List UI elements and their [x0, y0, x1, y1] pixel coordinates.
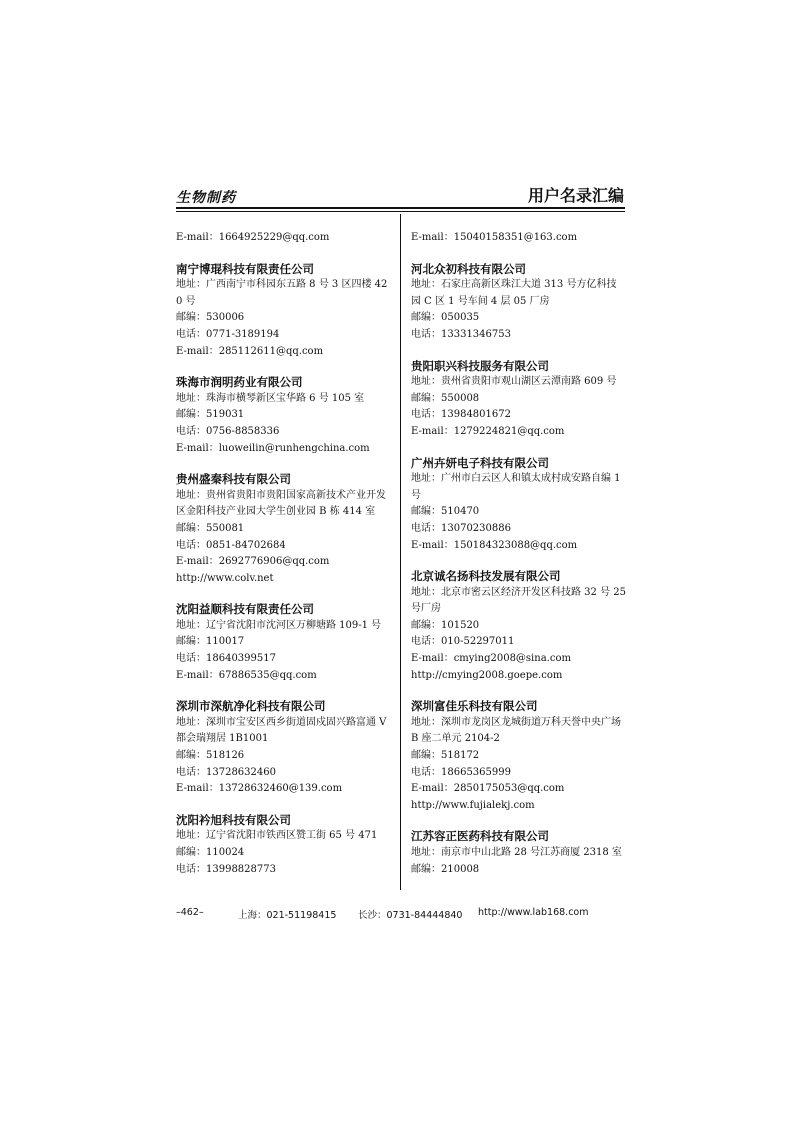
entry-detail-line: 邮编：518172 — [411, 750, 480, 762]
entry-detail-line: 邮编：110024 — [176, 847, 245, 858]
column-divider — [400, 214, 401, 890]
directory-entry — [411, 261, 626, 344]
entry-detail-line[interactable]: http://www.fujialekj.com — [411, 799, 535, 811]
entry-detail-line[interactable]: E-mail：cmying2008@sina.com — [411, 653, 571, 665]
directory-entry — [411, 455, 626, 555]
company-name: 珠海市润明药业有限公司 — [176, 375, 303, 390]
header-rule-thin — [176, 211, 625, 212]
entry-detail-line: 邮编：530006 — [176, 312, 245, 324]
directory-entry — [176, 812, 388, 878]
left-column — [176, 230, 388, 878]
entry-detail-line[interactable]: E-mail：150184323088@qq.com — [411, 539, 578, 551]
leading-email: E-mail：1664925229@qq.com — [176, 232, 330, 243]
directory-entry — [411, 358, 626, 441]
entry-detail-line: 电话：0851-84702684 — [176, 539, 286, 551]
entry-detail-line: 地址：南京市中山北路 28 号江苏商厦 2318 室 — [411, 847, 622, 858]
entry-detail-line: 地址：贵州省贵阳市观山湖区云潭南路 609 号 — [411, 376, 617, 388]
company-name: 广州卉妍电子科技有限公司 — [411, 455, 549, 470]
company-name: 南宁博琨科技有限责任公司 — [176, 261, 314, 276]
entry-detail-line: 电话：13070230886 — [411, 522, 511, 534]
entry-detail-line: 邮编：550081 — [176, 522, 245, 534]
entry-detail-line: 电话：0756-8858336 — [176, 425, 280, 437]
entry-detail-line: 电话：18640399517 — [176, 653, 276, 665]
entry-detail-line: 地址：广西南宁市科园东五路 8 号 3 区四楼 420 号 — [176, 279, 388, 307]
entry-detail-line: 电话：0771-3189194 — [176, 328, 280, 340]
entry-detail-line: 邮编：110017 — [176, 636, 245, 648]
directory-entry — [411, 568, 626, 684]
company-name: 深圳富佳乐科技有限公司 — [411, 699, 538, 714]
entry-detail-line: 地址：石家庄高新区珠江大道 313 号方亿科技园 C 区 1 号车间 4 层 05 厂房 — [411, 279, 617, 307]
directory-entry — [176, 471, 388, 587]
company-name: 贵州盛秦科技有限公司 — [176, 472, 291, 487]
company-name: 深圳市深航净化科技有限公司 — [176, 699, 326, 714]
entry-detail-line: 邮编：050035 — [411, 312, 480, 324]
entry-detail-line[interactable]: E-mail：1279224821@qq.com — [411, 425, 565, 437]
entry-detail-line: 地址：深圳市宝安区西乡街道固戍固兴路富通 V 都会瑞翔居 1B1001 — [176, 716, 387, 745]
shanghai-phone: 上海：021-51198415 — [238, 910, 337, 921]
entry-detail-line: 电话：13984801672 — [411, 409, 511, 421]
entry-detail-line: 电话：13998828773 — [176, 863, 276, 875]
leading-email: E-mail：15040158351@163.com — [411, 232, 578, 243]
directory-entry — [176, 374, 388, 457]
section-title: 生物制药 — [176, 190, 236, 206]
entry-detail-line: 地址：北京市密云区经济开发区科技路 32 号 25 号厂房 — [411, 586, 626, 615]
entry-detail-line[interactable]: E-mail：285112611@qq.com — [176, 345, 324, 357]
page-number: –462– — [176, 907, 204, 918]
changsha-phone: 长沙：0731-84444840 — [358, 910, 463, 921]
entry-detail-line[interactable]: E-mail：2850175053@qq.com — [411, 783, 565, 795]
company-name: 贵阳职兴科技服务有限公司 — [411, 358, 549, 373]
company-name: 沈阳衿旭科技有限公司 — [176, 812, 291, 827]
company-name: 北京诚名扬科技发展有限公司 — [411, 569, 561, 584]
entry-detail-line: 地址：辽宁省沈阳市沈河区万柳塘路 109-1 号 — [176, 619, 382, 631]
entry-detail-line[interactable]: E-mail：67886535@qq.com — [176, 669, 317, 681]
right-entries — [411, 261, 626, 879]
company-name: 沈阳益顺科技有限责任公司 — [176, 602, 314, 617]
directory-entry — [411, 828, 626, 878]
entry-detail-line[interactable]: E-mail：2692776906@qq.com — [176, 556, 330, 568]
entry-detail-line: 邮编：550008 — [411, 392, 480, 404]
entry-detail-line[interactable]: E-mail：luoweilin@runhengchina.com — [176, 442, 370, 454]
entry-detail-line: 邮编：210008 — [411, 863, 480, 875]
book-title: 用户名录汇编 — [527, 186, 624, 205]
directory-entry — [176, 261, 388, 361]
entry-detail-line: 电话：13331346753 — [411, 328, 511, 340]
company-name: 河北众初科技有限公司 — [411, 261, 526, 276]
entry-detail-line: 邮编：101520 — [411, 619, 480, 631]
directory-entry — [176, 698, 388, 798]
entry-detail-line: 电话：13728632460 — [176, 766, 276, 778]
entry-detail-line: 地址：深圳市龙岗区龙城街道万科天誉中央广场 B 座二单元 2104-2 — [411, 716, 621, 745]
entry-detail-line: 电话：18665365999 — [411, 766, 511, 778]
entry-detail-line[interactable]: http://cmying2008.goepe.com — [411, 669, 563, 681]
entry-detail-line: 电话：010-52297011 — [411, 636, 515, 648]
entry-detail-line: 地址：珠海市横琴新区宝华路 6 号 105 室 — [176, 392, 365, 404]
entry-detail-line: 地址：广州市白云区人和镇太成村成安路自编 1 号 — [411, 473, 621, 501]
directory-entry — [176, 601, 388, 684]
entry-detail-line: 邮编：518126 — [176, 750, 245, 762]
entry-detail-line: 邮编：510470 — [411, 506, 480, 518]
website-link[interactable]: http://www.lab168.com — [478, 907, 589, 918]
entry-detail-line: 邮编：519031 — [176, 409, 245, 421]
company-name: 江苏容正医药科技有限公司 — [411, 829, 549, 844]
header-rule — [176, 207, 625, 209]
directory-entry — [411, 698, 626, 814]
entry-detail-line[interactable]: http://www.colv.net — [176, 572, 274, 584]
entry-detail-line: 地址：贵州省贵阳市贵阳国家高新技术产业开发区金阳科技产业园大学生创业园 B 栋 414 室 — [176, 489, 386, 518]
entry-detail-line[interactable]: E-mail：13728632460@139.com — [176, 783, 343, 795]
left-entries — [176, 261, 388, 879]
right-column — [411, 230, 626, 878]
entry-detail-line: 地址：辽宁省沈阳市铁西区赞工街 65 号 471 — [176, 830, 378, 842]
